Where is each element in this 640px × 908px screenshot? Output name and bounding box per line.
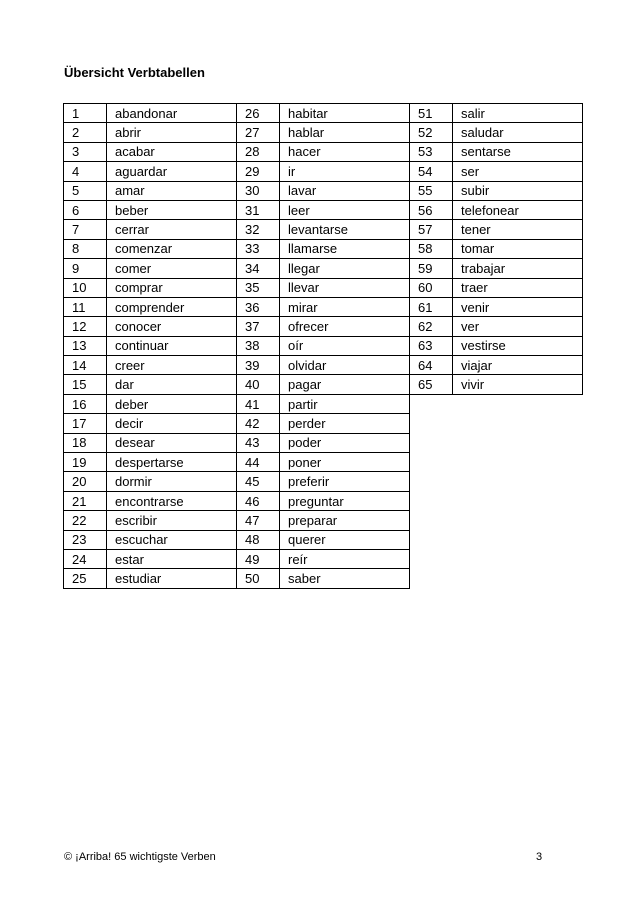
table-row [237, 375, 410, 394]
verb-name: dar [107, 375, 237, 394]
verb-number: 15 [64, 375, 107, 394]
verb-name: continuar [107, 336, 237, 355]
table-row [237, 472, 410, 491]
table-row [64, 472, 237, 491]
verb-name: abrir [107, 123, 237, 142]
verb-name: tomar [453, 239, 583, 258]
verb-name: beber [107, 200, 237, 219]
verb-name: preguntar [280, 491, 410, 510]
table-row [410, 259, 583, 278]
verb-name: salir [453, 104, 583, 123]
verb-number: 48 [237, 530, 280, 549]
table-row [64, 259, 237, 278]
table-row [64, 162, 237, 181]
page-number: 3 [536, 851, 543, 863]
verb-name: comer [107, 259, 237, 278]
verb-name: vestirse [453, 336, 583, 355]
verb-name: subir [453, 181, 583, 200]
table-row [237, 433, 410, 452]
verb-number: 46 [237, 491, 280, 510]
table-row [410, 220, 583, 239]
verb-name: encontrarse [107, 491, 237, 510]
verb-number: 4 [64, 162, 107, 181]
verb-name: perder [280, 414, 410, 433]
verb-number: 64 [410, 356, 453, 375]
verb-number: 54 [410, 162, 453, 181]
verb-name: desear [107, 433, 237, 452]
verb-number: 9 [64, 259, 107, 278]
verb-number: 7 [64, 220, 107, 239]
verb-name: sentarse [453, 142, 583, 161]
verb-name: estudiar [107, 569, 237, 588]
verb-name: escribir [107, 511, 237, 530]
verb-name: habitar [280, 104, 410, 123]
table-row [64, 278, 237, 297]
verb-name: ver [453, 317, 583, 336]
verb-number: 31 [237, 200, 280, 219]
verb-number: 23 [64, 530, 107, 549]
verb-name: escuchar [107, 530, 237, 549]
verb-number: 58 [410, 239, 453, 258]
verb-name: creer [107, 356, 237, 375]
verb-number: 42 [237, 414, 280, 433]
verb-number: 33 [237, 239, 280, 258]
verb-number: 30 [237, 181, 280, 200]
verb-number: 41 [237, 394, 280, 413]
verb-number: 2 [64, 123, 107, 142]
verb-name: tener [453, 220, 583, 239]
verb-name: querer [280, 530, 410, 549]
table-row [64, 104, 237, 123]
table-row [410, 104, 583, 123]
table-row [237, 239, 410, 258]
footer-copyright: © ¡Arriba! 65 wichtigste Verben [64, 851, 216, 863]
verb-name: llevar [280, 278, 410, 297]
table-row [410, 375, 583, 394]
table-row [410, 356, 583, 375]
table-row [410, 200, 583, 219]
verb-name: comenzar [107, 239, 237, 258]
verb-number: 62 [410, 317, 453, 336]
verb-name: acabar [107, 142, 237, 161]
verb-number: 25 [64, 569, 107, 588]
table-row [237, 569, 410, 588]
verb-name: despertarse [107, 453, 237, 472]
verb-name: ir [280, 162, 410, 181]
verb-number: 26 [237, 104, 280, 123]
verb-number: 27 [237, 123, 280, 142]
verb-name: cerrar [107, 220, 237, 239]
table-row [237, 259, 410, 278]
table-row [64, 549, 237, 568]
table-row [64, 200, 237, 219]
table-row [64, 181, 237, 200]
table-row [237, 181, 410, 200]
table-row [410, 336, 583, 355]
table-row [64, 414, 237, 433]
table-row [237, 453, 410, 472]
verb-name: llegar [280, 259, 410, 278]
verb-name: mirar [280, 297, 410, 316]
page-title: Übersicht Verbtabellen [64, 65, 205, 80]
verb-name: preparar [280, 511, 410, 530]
table-row [64, 375, 237, 394]
verb-name: hablar [280, 123, 410, 142]
verb-name: vivir [453, 375, 583, 394]
verb-number: 38 [237, 336, 280, 355]
table-row [237, 394, 410, 413]
verb-name: preferir [280, 472, 410, 491]
table-row [237, 356, 410, 375]
verb-number: 50 [237, 569, 280, 588]
table-row [410, 239, 583, 258]
verb-name: pagar [280, 375, 410, 394]
verb-number: 24 [64, 549, 107, 568]
table-row [237, 278, 410, 297]
verb-number: 51 [410, 104, 453, 123]
table-row [237, 491, 410, 510]
verb-number: 32 [237, 220, 280, 239]
verb-number: 63 [410, 336, 453, 355]
table-row [237, 511, 410, 530]
table-row [237, 200, 410, 219]
verb-number: 29 [237, 162, 280, 181]
table-row [237, 317, 410, 336]
table-row [64, 394, 237, 413]
table-row [237, 549, 410, 568]
table-row [64, 297, 237, 316]
verb-number: 11 [64, 297, 107, 316]
verb-name: ofrecer [280, 317, 410, 336]
verb-name: ser [453, 162, 583, 181]
verb-number: 57 [410, 220, 453, 239]
verb-number: 55 [410, 181, 453, 200]
table-row [410, 317, 583, 336]
verb-name: poder [280, 433, 410, 452]
table-row [64, 142, 237, 161]
table-row [237, 336, 410, 355]
verb-number: 43 [237, 433, 280, 452]
verb-number: 20 [64, 472, 107, 491]
verb-name: partir [280, 394, 410, 413]
table-row [64, 491, 237, 510]
verb-name: aguardar [107, 162, 237, 181]
verb-number: 12 [64, 317, 107, 336]
verb-name: comprar [107, 278, 237, 297]
verb-name: traer [453, 278, 583, 297]
verb-number: 19 [64, 453, 107, 472]
verb-name: comprender [107, 297, 237, 316]
verb-number: 56 [410, 200, 453, 219]
verb-number: 8 [64, 239, 107, 258]
verb-number: 1 [64, 104, 107, 123]
table-row [410, 181, 583, 200]
verb-name: estar [107, 549, 237, 568]
verb-number: 5 [64, 181, 107, 200]
verb-number: 53 [410, 142, 453, 161]
verb-number: 21 [64, 491, 107, 510]
table-row [237, 220, 410, 239]
table-row [64, 511, 237, 530]
verb-name: conocer [107, 317, 237, 336]
table-row [64, 317, 237, 336]
verb-column-1 [63, 103, 237, 589]
verb-name: poner [280, 453, 410, 472]
verb-number: 65 [410, 375, 453, 394]
table-row [64, 356, 237, 375]
table-row [237, 297, 410, 316]
verb-name: dormir [107, 472, 237, 491]
table-row [410, 142, 583, 161]
verb-number: 35 [237, 278, 280, 297]
verb-name: trabajar [453, 259, 583, 278]
verb-number: 6 [64, 200, 107, 219]
verb-name: deber [107, 394, 237, 413]
verb-name: olvidar [280, 356, 410, 375]
table-row [64, 453, 237, 472]
verb-number: 17 [64, 414, 107, 433]
verb-number: 37 [237, 317, 280, 336]
verb-number: 61 [410, 297, 453, 316]
verb-number: 3 [64, 142, 107, 161]
table-row [64, 336, 237, 355]
verb-number: 13 [64, 336, 107, 355]
table-row [64, 530, 237, 549]
verb-number: 40 [237, 375, 280, 394]
verb-table [63, 103, 586, 589]
verb-name: viajar [453, 356, 583, 375]
verb-number: 60 [410, 278, 453, 297]
table-row [64, 433, 237, 452]
verb-name: venir [453, 297, 583, 316]
verb-number: 39 [237, 356, 280, 375]
table-row [64, 239, 237, 258]
verb-number: 10 [64, 278, 107, 297]
verb-number: 14 [64, 356, 107, 375]
table-row [410, 297, 583, 316]
verb-number: 36 [237, 297, 280, 316]
verb-column-2 [236, 103, 410, 589]
table-row [237, 162, 410, 181]
verb-number: 22 [64, 511, 107, 530]
table-row [237, 414, 410, 433]
verb-name: abandonar [107, 104, 237, 123]
verb-number: 59 [410, 259, 453, 278]
verb-number: 16 [64, 394, 107, 413]
verb-number: 44 [237, 453, 280, 472]
table-row [410, 278, 583, 297]
table-row [64, 569, 237, 588]
verb-number: 18 [64, 433, 107, 452]
verb-name: llamarse [280, 239, 410, 258]
table-row [237, 123, 410, 142]
verb-name: reír [280, 549, 410, 568]
verb-column-3 [409, 103, 583, 395]
table-row [64, 220, 237, 239]
verb-number: 52 [410, 123, 453, 142]
verb-name: oír [280, 336, 410, 355]
verb-number: 34 [237, 259, 280, 278]
table-row [237, 142, 410, 161]
table-row [410, 162, 583, 181]
verb-name: saber [280, 569, 410, 588]
verb-name: lavar [280, 181, 410, 200]
verb-name: saludar [453, 123, 583, 142]
table-row [237, 104, 410, 123]
verb-number: 49 [237, 549, 280, 568]
table-row [410, 123, 583, 142]
verb-number: 47 [237, 511, 280, 530]
table-row [64, 123, 237, 142]
table-row [237, 530, 410, 549]
verb-name: telefonear [453, 200, 583, 219]
verb-name: amar [107, 181, 237, 200]
verb-name: decir [107, 414, 237, 433]
verb-number: 45 [237, 472, 280, 491]
verb-number: 28 [237, 142, 280, 161]
verb-name: levantarse [280, 220, 410, 239]
verb-name: hacer [280, 142, 410, 161]
verb-name: leer [280, 200, 410, 219]
